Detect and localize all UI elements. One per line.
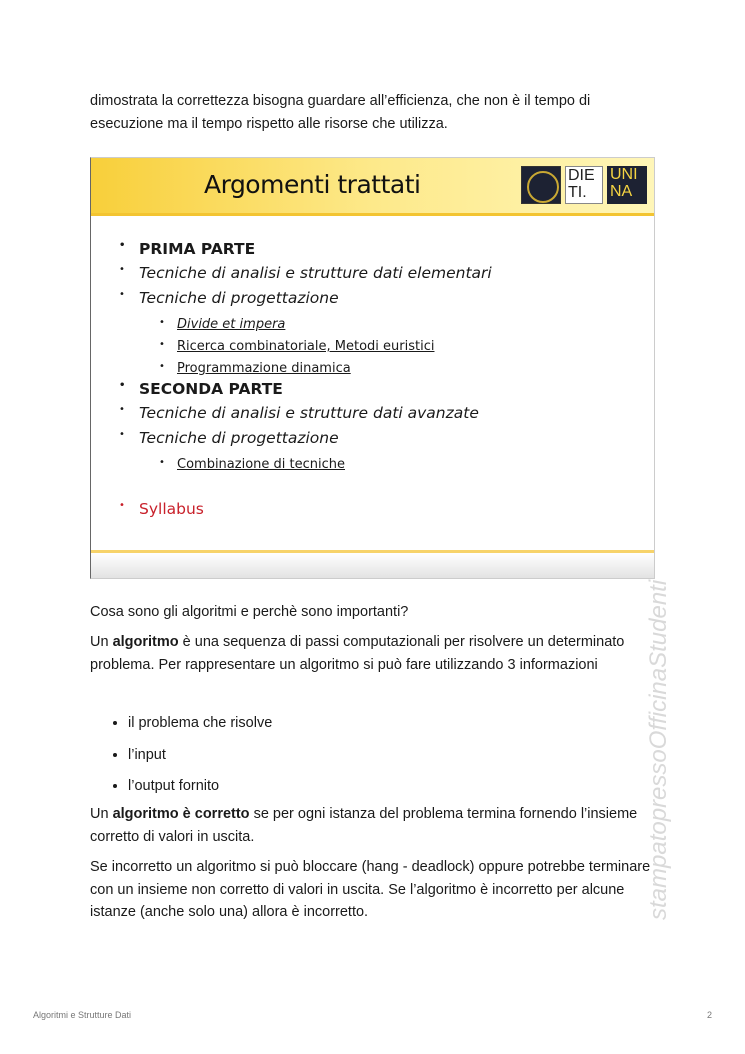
info-list (90, 708, 272, 803)
question-text: Cosa sono gli algoritmi e perchè sono importanti? (90, 604, 409, 620)
slide-item (159, 361, 351, 376)
footer-title: Algoritmi e Strutture Dati (33, 1010, 132, 1020)
slide-item (159, 317, 286, 332)
slide-header (91, 158, 654, 216)
text: Un (90, 806, 113, 822)
slide-item-text: Syllabus (139, 500, 204, 518)
bullet-icon: • (119, 289, 125, 300)
bold-term: algoritmo (112, 634, 179, 650)
slide-item (119, 380, 283, 398)
list-item: • il problema che risolve (128, 708, 272, 740)
intro-paragraph: dimostrata la correttezza bisogna guardare all’efficienza, che non è il tempo di esecuzione ma il tempo rispetto alle risorse che utilizza. (90, 93, 591, 132)
dieti-logo: DIE TI. (565, 166, 603, 204)
slide-item-text: Tecniche di analisi e strutture dati elementari (139, 264, 492, 282)
unina-logo: UNI NA (607, 166, 647, 204)
incorrect-paragraph: Se incorretto un algoritmo si può bloccare (hang - deadlock) oppure potrebbe terminare con un insieme non corretto di valori in uscita. Se l’algoritmo è incorretto per alcune istanze (anche solo una) allora è incorretto. (90, 859, 651, 920)
correct-paragraph (90, 803, 660, 848)
slide-item-text: Combinazione di tecniche (177, 457, 345, 472)
list-item: • l’output fornito (128, 771, 272, 803)
slide-item (119, 500, 204, 518)
slide-item-text: Programmazione dinamica (177, 361, 351, 376)
text: Un (90, 634, 113, 650)
bullet-icon: • (159, 457, 165, 468)
slide-item (159, 457, 345, 472)
slide-item (119, 264, 492, 282)
bullet-icon: • (119, 240, 126, 251)
slide-item (159, 339, 435, 354)
slide-item (119, 429, 339, 447)
bullet-icon: • (159, 317, 165, 328)
bullet-icon: • (159, 361, 165, 372)
page-number: 2 (706, 1010, 712, 1020)
definition-paragraph (90, 631, 660, 676)
bullet-icon: • (119, 404, 125, 415)
slide-item (119, 289, 339, 307)
slide-item-text: Ricerca combinatoriale, Metodi euristici (177, 339, 435, 354)
slide-item-text: Tecniche di progettazione (139, 289, 339, 307)
university-seal-logo (521, 166, 561, 204)
slide-title: Argomenti trattati (204, 170, 421, 199)
bullet-icon: • (119, 380, 126, 391)
text: è una sequenza di passi computazionali per risolvere un determinato problema. Per rappresentare un algoritmo si può fare utilizzando 3 informazioni (90, 634, 625, 673)
slide-item (119, 240, 256, 258)
bold-term: algoritmo è corretto (112, 806, 250, 822)
slide-item-text: Tecniche di progettazione (139, 429, 339, 447)
list-item: • l’input (128, 740, 272, 772)
slide-item-text: SECONDA PARTE (139, 380, 283, 398)
watermark: stampatopressoOfficinaStudenti (645, 579, 672, 920)
slide-image (90, 157, 655, 579)
slide-footer-bar (91, 550, 654, 579)
bullet-icon: • (119, 264, 125, 275)
bullet-icon: • (159, 339, 165, 350)
slide-item-text: Tecniche di analisi e strutture dati avanzate (139, 404, 479, 422)
bullet-icon: • (119, 429, 125, 440)
slide-item (119, 404, 479, 422)
slide-item-text: PRIMA PARTE (139, 240, 256, 258)
bullet-icon: • (119, 500, 125, 511)
slide-item-text: Divide et impera (177, 317, 286, 332)
text: se per ogni istanza del problema termina fornendo l’insieme corretto di valori in uscita. (90, 806, 638, 845)
